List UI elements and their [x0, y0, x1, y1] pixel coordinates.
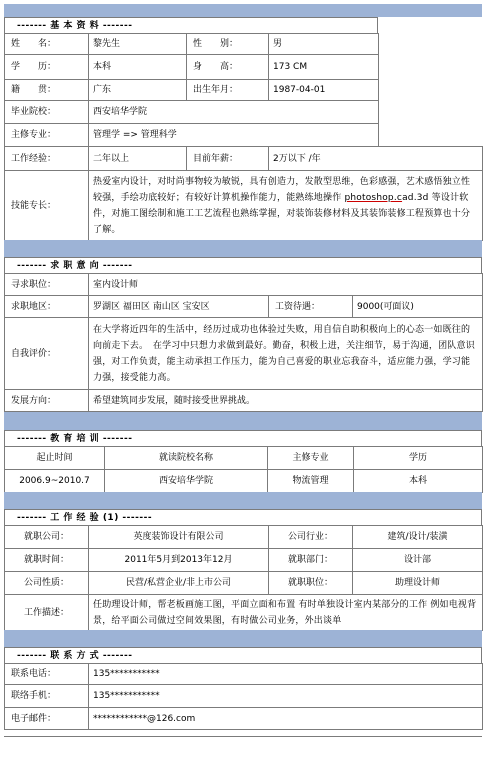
bottom-divider [4, 736, 482, 737]
basic-info-header: ------- 基 本 资 料 ------- [4, 17, 378, 33]
work-time-label: 就职时间： [5, 549, 89, 572]
edu-school: 西安培华学院 [105, 470, 268, 493]
direction-label: 发展方向： [5, 390, 89, 412]
name-label: 姓 名： [5, 34, 89, 55]
work-header: ------- 工 作 经 验 (1) ------- [4, 509, 482, 525]
phone-value: 135*********** [89, 664, 483, 685]
area-value: 罗湖区 福田区 南山区 宝安区 [89, 296, 269, 318]
mobile-value: 135*********** [89, 685, 483, 708]
education-table [4, 446, 483, 493]
job-intent-table [4, 273, 483, 412]
birth-value: 1987-04-01 [269, 80, 379, 101]
phone-label: 联系电话： [5, 664, 89, 685]
edu-period: 2006.9~2010.7 [5, 470, 105, 493]
experience-label: 工作经验： [5, 147, 89, 171]
edu-major: 物流管理 [268, 470, 354, 493]
position-label: 寻求职位： [5, 274, 89, 296]
area-label: 求职地区： [5, 296, 89, 318]
skills-text-part1: 热爱室内设计，对时尚事物较为敏锐，具有创造力，发散型思维，色彩感强，艺术感悟独立性较强，手绘功底较好；有较好计算机操作能力，能熟练地操作 [93, 176, 471, 203]
work-desc-text: 任助理设计师，帮老板画施工图，平面立面和布置 有时单独设计室内某部分的工作 例如电视背景，给平面公司做过空间效果图，有时做公司业务，外出谈单 [89, 595, 483, 631]
education-label: 学 历： [5, 55, 89, 80]
section-band [4, 412, 482, 430]
major-label: 主修专业： [5, 124, 89, 147]
role-label: 就职职位： [269, 572, 353, 595]
height-label: 身 高： [187, 55, 269, 80]
birth-label: 出生年月： [187, 80, 269, 101]
skills-label: 技能专长： [5, 171, 89, 241]
school-value: 西安培华学院 [89, 101, 379, 124]
edu-col-period: 起止时间 [5, 447, 105, 470]
edu-col-major: 主修专业 [268, 447, 354, 470]
basic-info-table [4, 33, 379, 147]
company-value: 英度装饰设计有限公司 [89, 526, 269, 549]
skills-text [89, 171, 483, 241]
job-intent-header: ------- 求 职 意 向 ------- [4, 257, 482, 273]
gender-label: 性 别： [187, 34, 269, 55]
department-value: 设计部 [353, 549, 483, 572]
role-value: 助理设计师 [353, 572, 483, 595]
self-eval-label: 自我评价： [5, 318, 89, 390]
section-band [4, 4, 482, 17]
section-band [4, 492, 482, 509]
height-value: 173 CM [269, 55, 379, 80]
origin-label: 籍 贯： [5, 80, 89, 101]
education-header: ------- 教 育 培 训 ------- [4, 430, 482, 446]
contact-table [4, 663, 483, 730]
salary-value: 2万以下 /年 [269, 147, 483, 171]
pay-label: 工资待遇： [269, 296, 353, 318]
table-row [5, 470, 483, 493]
self-eval-text: 在大学将近四年的生活中，经历过成功也体验过失败，用自信自助积极向上的心态一如既往的向前走下去。 在学习中只想力求做到最好。勤奋，积极上进，关注细节，易于沟通，团队意识强，对工作负责，能主动承担工作压力，能为自己喜爱的职业忘我奋斗，适应能力强，学习能力强，接受能力高。 [89, 318, 483, 390]
mobile-label: 联络手机： [5, 685, 89, 708]
education-header-row [5, 447, 483, 470]
edu-col-degree: 学历 [354, 447, 483, 470]
pay-value: 9000(可面议) [353, 296, 483, 318]
email-value[interactable]: ************@126.com [89, 708, 483, 730]
salary-label: 目前年薪： [187, 147, 269, 171]
education-value: 本科 [89, 55, 187, 80]
company-nature-value: 民营/私营企业/非上市公司 [89, 572, 269, 595]
industry-value: 建筑/设计/装潢 [353, 526, 483, 549]
company-label: 就职公司： [5, 526, 89, 549]
origin-value: 广东 [89, 80, 187, 101]
school-label: 毕业院校： [5, 101, 89, 124]
company-nature-label: 公司性质： [5, 572, 89, 595]
work-table [4, 525, 483, 631]
section-band [4, 630, 482, 647]
gender-value: 男 [269, 34, 379, 55]
work-time-value: 2011年5月到2013年12月 [89, 549, 269, 572]
edu-col-school: 就读院校名称 [105, 447, 268, 470]
contact-header: ------- 联 系 方 式 ------- [4, 647, 482, 663]
work-desc-label: 工作描述： [5, 595, 89, 631]
department-label: 就职部门： [269, 549, 353, 572]
industry-label: 公司行业： [269, 526, 353, 549]
position-value: 室内设计师 [89, 274, 483, 296]
skills-photoshop-term: photoshop.c [344, 192, 403, 203]
name-value: 黎先生 [89, 34, 187, 55]
edu-degree: 本科 [354, 470, 483, 493]
basic-info-table-lower [4, 146, 483, 241]
section-band [4, 240, 482, 257]
skills-text-part2: ad.3d 等设计软件，对施工图绘制和施工工艺流程也熟练掌握，对装饰装修材料及其装饰装修工程预算也十分了解。 [93, 192, 471, 235]
direction-text: 希望建筑同步发展，随时接受世界挑战。 [89, 390, 483, 412]
major-value: 管理学 => 管理科学 [89, 124, 379, 147]
email-label: 电子邮件： [5, 708, 89, 730]
experience-value: 二年以上 [89, 147, 187, 171]
